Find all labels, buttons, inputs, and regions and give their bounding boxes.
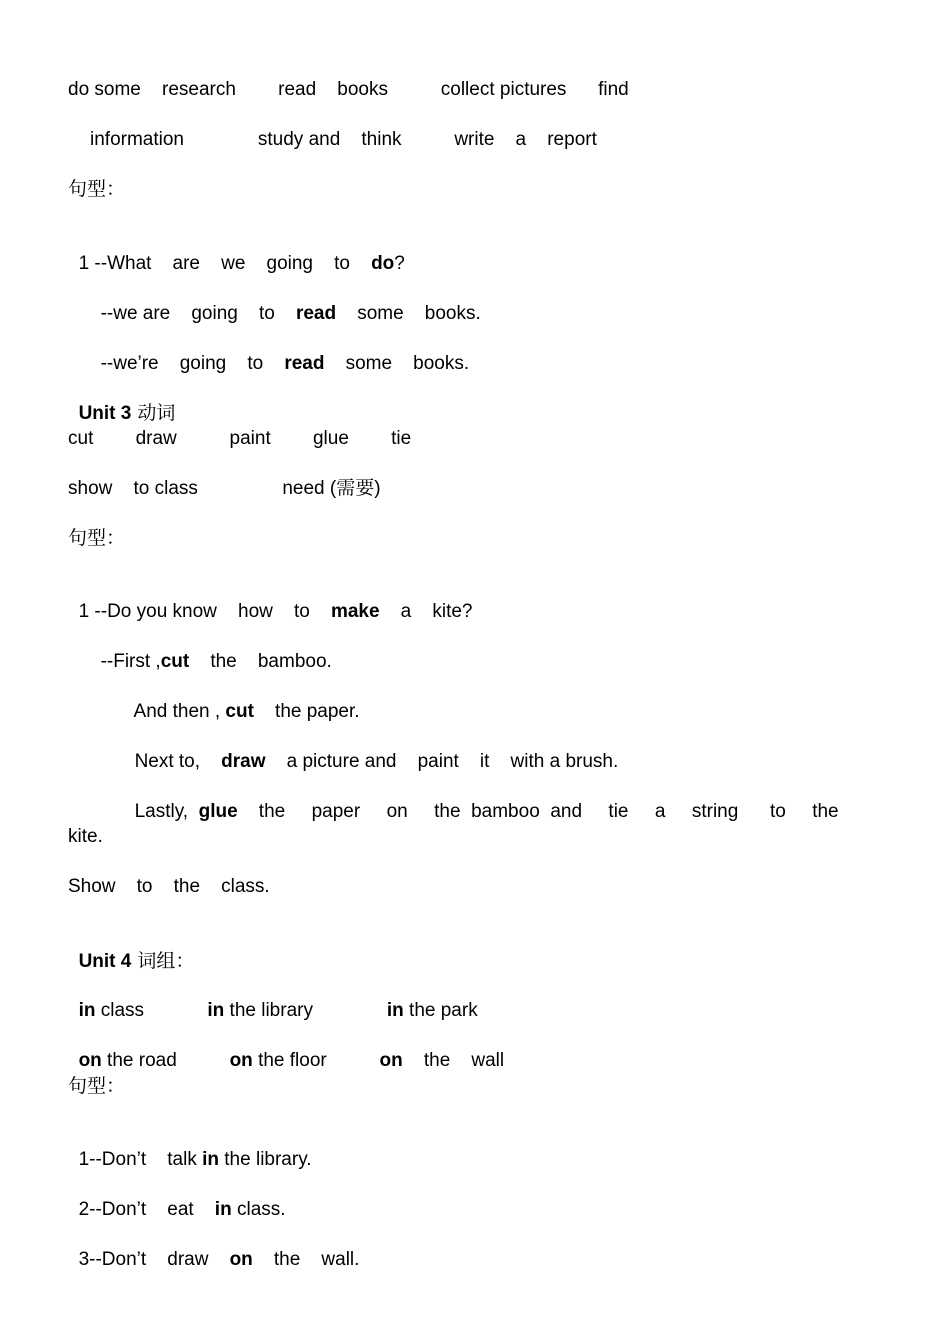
sentence-pattern-heading: 句型：: [68, 178, 126, 200]
rule-line-2: [68, 1174, 286, 1222]
text: class.: [231, 1199, 286, 1220]
text: 2--Don’t eat: [78, 1199, 215, 1220]
text: 1 --What are we going to: [78, 253, 372, 274]
text: the road: [101, 1050, 230, 1071]
bold-word: in: [78, 1000, 96, 1021]
unit-3-heading: [68, 377, 175, 426]
text: the floor: [252, 1050, 380, 1071]
line-activities-1: do some research read books collect pictures find: [68, 79, 629, 100]
step-line-3: [124, 726, 618, 774]
bold-word: on: [229, 1249, 253, 1270]
text: the wall.: [252, 1249, 360, 1270]
rule-line-1: [68, 1124, 312, 1172]
text: Next to,: [134, 751, 222, 772]
bold-word: do: [371, 253, 395, 274]
step-line-1: [90, 626, 332, 674]
phrases-line-on: [68, 1025, 504, 1073]
bold-word: in: [202, 1149, 219, 1170]
bold-word: on: [229, 1050, 253, 1071]
text: the bamboo.: [189, 651, 332, 672]
rule-line-3: [68, 1224, 359, 1272]
text: the paper.: [253, 701, 360, 722]
show-line: Show to the class.: [68, 876, 270, 897]
bold-word: in: [214, 1199, 232, 1220]
sentence-pattern-heading: 句型：: [68, 527, 126, 549]
answer-line-2: [90, 328, 469, 376]
text: Lastly,: [134, 801, 199, 822]
text: 1--Don’t talk: [78, 1149, 203, 1170]
bold-word: on: [379, 1050, 403, 1071]
bold-word: read: [284, 353, 325, 374]
bold-word: glue: [198, 801, 238, 822]
bold-word: cut: [160, 651, 190, 672]
bold-word: on: [78, 1050, 102, 1071]
text: --we’re going to: [100, 353, 285, 374]
text: 1 --Do you know how to: [78, 601, 331, 622]
unit-title: Unit 4: [78, 951, 132, 972]
text: --First ,: [100, 651, 161, 672]
text: the library: [224, 1000, 387, 1021]
unit-4-heading: [68, 925, 194, 974]
step-line-4: [124, 776, 839, 824]
line-activities-2: information study and think write a report: [90, 129, 597, 150]
step-line-2: [124, 676, 360, 724]
bold-word: in: [207, 1000, 225, 1021]
bold-word: cut: [225, 701, 254, 722]
text: the park: [403, 1000, 478, 1021]
text: the library.: [219, 1149, 312, 1170]
unit-title: Unit 3: [78, 403, 132, 424]
text: a kite?: [379, 601, 473, 622]
bold-word: draw: [221, 751, 266, 772]
text: --we are going to: [100, 303, 296, 324]
text: class: [95, 1000, 208, 1021]
text: the paper on the bamboo and tie a string to the: [237, 801, 839, 822]
text: And then ,: [133, 701, 226, 722]
verbs-line-1: cut draw paint glue tie: [68, 428, 412, 449]
bold-word: make: [330, 601, 380, 622]
unit-subtitle: 词组：: [131, 950, 195, 972]
phrases-line-in: [68, 975, 478, 1023]
text: 3--Don’t draw: [78, 1249, 230, 1270]
bold-word: in: [386, 1000, 404, 1021]
text: the wall: [402, 1050, 505, 1071]
text: some books.: [324, 353, 470, 374]
bold-word: read: [295, 303, 337, 324]
text: ?: [394, 253, 405, 274]
sentence-pattern-heading: 句型：: [68, 1075, 126, 1097]
verbs-line-2: show to class need (需要): [68, 478, 381, 499]
step-line-4-continued: kite.: [68, 826, 103, 847]
question-line: [68, 228, 405, 276]
question-line: [68, 576, 473, 624]
unit-subtitle: 动词: [131, 402, 176, 424]
text: some books.: [336, 303, 481, 324]
text: a picture and paint it with a brush.: [265, 751, 619, 772]
answer-line-1: [90, 278, 481, 326]
